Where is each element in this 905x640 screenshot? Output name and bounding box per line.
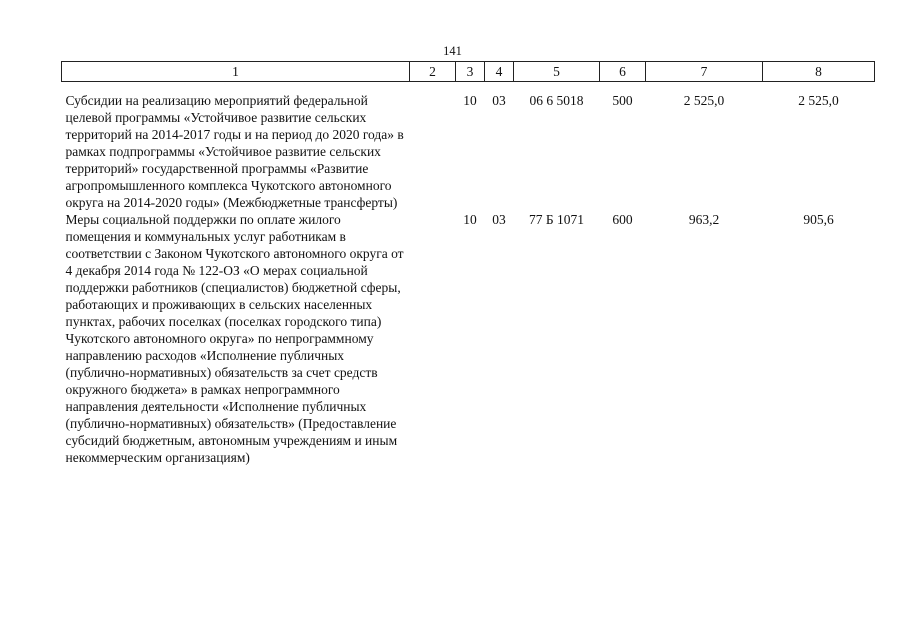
row-target-article: 06 6 5018 — [529, 93, 584, 108]
row-amount-2: 2 525,0 — [798, 93, 839, 108]
header-row — [62, 62, 875, 82]
budget-table — [61, 61, 875, 466]
column-header-8: 8 — [763, 62, 875, 82]
table-row — [62, 211, 875, 466]
row-amount-1: 2 525,0 — [683, 93, 725, 108]
row-subsection: 03 — [492, 93, 506, 108]
row-amount-2: 905,6 — [803, 212, 834, 227]
column-header-7: 7 — [646, 62, 763, 82]
column-header-2: 2 — [410, 62, 456, 82]
row-col2 — [410, 82, 456, 212]
row-section: 10 — [463, 212, 477, 227]
row-section: 10 — [463, 93, 477, 108]
column-header-3: 3 — [456, 62, 485, 82]
column-header-5: 5 — [514, 62, 600, 82]
row-col2 — [410, 211, 456, 466]
column-header-4: 4 — [485, 62, 514, 82]
row-description: Меры социальной поддержки по оплате жилого помещения и коммунальных услуг работникам в соответствии с Законом Чукотского автономного округа от 4 декабря 2014 года № 122-ОЗ «О мерах социальной поддержки работников (специалистов) бюджетной сферы, работающих и проживающих в сельских населенных пунктах, рабочих поселках (поселках городского типа) Чукотского автономного округа» по непрограммному направлению расходов «Исполнение публичных (публично-нормативных) обязательств за счет средств окружного бюджета» в рамках непрограммного направления деятельности «Исполнение публичных (публично-нормативных) обязательств» (Предоставление субсидий бюджетным, автономным учреждениям и иным некоммерческим организациям) — [65, 212, 404, 465]
row-target-article: 77 Б 1071 — [528, 212, 584, 227]
column-header-6: 6 — [600, 62, 646, 82]
row-expense-type: 600 — [612, 212, 633, 227]
row-description: Субсидии на реализацию мероприятий федеральной целевой программы «Устойчивое развитие сельских территорий на 2014-2017 годы и на период до 2020 года» в рамках подпрограммы «Устойчивое развитие сельских территорий» государственной программы «Развитие агропромышленного комплекса Чукотского автономного округа на 2014-2020 годы» (Межбюджетные трансферты) — [65, 93, 404, 210]
page-number: 141 — [443, 44, 462, 58]
row-amount-1: 963,2 — [688, 212, 720, 227]
row-subsection: 03 — [492, 212, 506, 227]
column-header-1: 1 — [62, 62, 410, 82]
row-expense-type: 500 — [612, 93, 633, 108]
table-row — [62, 82, 875, 212]
